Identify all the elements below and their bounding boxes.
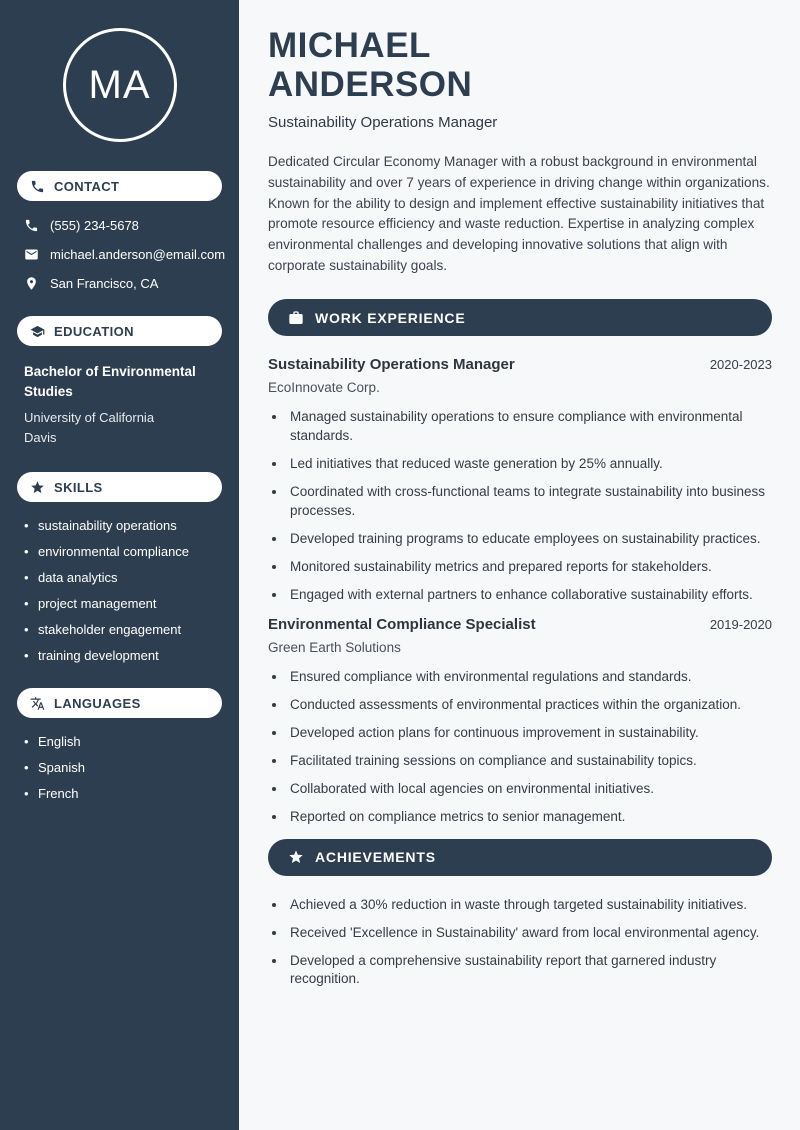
avatar bbox=[63, 28, 177, 142]
education-degree: Bachelor of Environmental Studies bbox=[24, 364, 196, 399]
job-title: Sustainability Operations Manager bbox=[268, 356, 515, 374]
languages-section bbox=[17, 688, 222, 801]
skill-item: • stakeholder engagement bbox=[24, 622, 222, 637]
education-section bbox=[17, 316, 222, 447]
education-school: University of California Davis bbox=[24, 410, 155, 445]
job-bullet-list bbox=[287, 668, 772, 826]
job-company: Green Earth Solutions bbox=[268, 640, 401, 656]
job-bullet: • Reported on compliance metrics to senior management. bbox=[287, 808, 772, 827]
skills-section-header bbox=[17, 472, 222, 502]
contact-email bbox=[24, 247, 226, 262]
skill-item: • sustainability operations bbox=[24, 518, 222, 533]
job-company: EcoInnovate Corp. bbox=[268, 380, 380, 396]
achievements-bullet-list bbox=[287, 896, 772, 990]
job-dates: 2019-2020 bbox=[709, 617, 772, 633]
achievements-banner-label: ACHIEVEMENTS bbox=[315, 849, 436, 866]
skills-list bbox=[24, 518, 222, 663]
sidebar bbox=[0, 0, 239, 1130]
work-experience-banner bbox=[268, 299, 772, 336]
job-bullet: • Monitored sustainability metrics and prepared reports for stakeholders. bbox=[287, 558, 772, 577]
education-header-label: EDUCATION bbox=[54, 323, 134, 339]
language-item: • French bbox=[24, 786, 222, 801]
job-bullet: • Conducted assessments of environmental practices within the organization. bbox=[287, 696, 772, 715]
skills-header-label: SKILLS bbox=[54, 479, 103, 495]
contact-header-label: CONTACT bbox=[54, 178, 120, 194]
language-item: • Spanish bbox=[24, 760, 222, 775]
phone-icon bbox=[30, 179, 45, 194]
job-bullet: • Developed training programs to educate employees on sustainability practices. bbox=[287, 530, 772, 549]
briefcase-icon bbox=[288, 310, 304, 326]
skill-item: • environmental compliance bbox=[24, 544, 222, 559]
achievement-bullet: • Achieved a 30% reduction in waste through targeted sustainability initiatives. bbox=[287, 896, 772, 915]
email-value: michael.anderson@email.com bbox=[50, 247, 226, 262]
job-bullet: • Engaged with external partners to enhance collaborative sustainability efforts. bbox=[287, 586, 772, 605]
star-icon bbox=[288, 849, 304, 865]
languages-section-header bbox=[17, 688, 222, 718]
job-bullet: • Facilitated training sessions on compliance and sustainability topics. bbox=[287, 752, 772, 771]
skill-item: • data analytics bbox=[24, 570, 222, 585]
translate-icon bbox=[30, 696, 45, 711]
achievement-bullet: • Developed a comprehensive sustainability report that garnered industry recognition. bbox=[287, 952, 772, 990]
location-value: San Francisco, CA bbox=[50, 276, 159, 291]
languages-list bbox=[24, 734, 222, 801]
main-content bbox=[239, 0, 800, 1130]
job-bullet-list bbox=[287, 408, 772, 604]
skills-section bbox=[17, 472, 222, 663]
skill-item: • training development bbox=[24, 648, 222, 663]
phone-icon bbox=[24, 218, 39, 233]
person-headline: Sustainability Operations Manager bbox=[268, 114, 498, 132]
job-bullet: • Coordinated with cross-functional teams to integrate sustainability into business processes. bbox=[287, 483, 772, 521]
education-section-header bbox=[17, 316, 222, 346]
star-icon bbox=[30, 480, 45, 495]
achievements-section bbox=[268, 896, 772, 990]
job-dates: 2020-2023 bbox=[709, 357, 772, 373]
avatar-initials: MA bbox=[88, 62, 151, 107]
graduation-cap-icon bbox=[30, 324, 45, 339]
job-entry bbox=[268, 356, 772, 604]
email-icon bbox=[24, 247, 39, 262]
job-head bbox=[268, 356, 772, 373]
contact-section-header bbox=[17, 171, 222, 201]
job-bullet: • Developed action plans for continuous improvement in sustainability. bbox=[287, 724, 772, 743]
phone-value: (555) 234-5678 bbox=[50, 218, 139, 233]
job-entry bbox=[268, 616, 772, 826]
job-bullet: • Collaborated with local agencies on environmental initiatives. bbox=[287, 780, 772, 799]
job-head bbox=[268, 616, 772, 633]
job-bullet: • Ensured compliance with environmental regulations and standards. bbox=[287, 668, 772, 687]
achievements-banner bbox=[268, 839, 772, 876]
summary-paragraph: Dedicated Circular Economy Manager with a robust background in environmental sustainability and over 7 years of experience in driving change within organizations. Known for the ability to design and implement effective sustainability initiatives that promote resource efficiency and waste reduction. Expertise in analyzing complex environmental challenges and developing innovative solutions that align with corporate sustainability goals. bbox=[268, 154, 770, 273]
work-experience-banner-label: WORK EXPERIENCE bbox=[315, 309, 466, 326]
skill-item: • project management bbox=[24, 596, 222, 611]
person-name bbox=[268, 26, 772, 104]
person-first-name: MICHAEL bbox=[268, 26, 431, 65]
contact-phone bbox=[24, 218, 222, 233]
contact-location bbox=[24, 276, 222, 291]
contact-section bbox=[17, 171, 226, 291]
education-entry bbox=[24, 362, 222, 447]
person-last-name: ANDERSON bbox=[268, 65, 473, 105]
language-item: • English bbox=[24, 734, 222, 749]
achievement-bullet: • Received 'Excellence in Sustainability' award from local environmental agency. bbox=[287, 924, 772, 943]
location-icon bbox=[24, 276, 39, 291]
languages-header-label: LANGUAGES bbox=[54, 695, 141, 711]
job-title: Environmental Compliance Specialist bbox=[268, 616, 536, 634]
contact-list bbox=[24, 218, 226, 291]
job-bullet: • Led initiatives that reduced waste generation by 25% annually. bbox=[287, 455, 772, 474]
job-bullet: • Managed sustainability operations to ensure compliance with environmental standards. bbox=[287, 408, 772, 446]
